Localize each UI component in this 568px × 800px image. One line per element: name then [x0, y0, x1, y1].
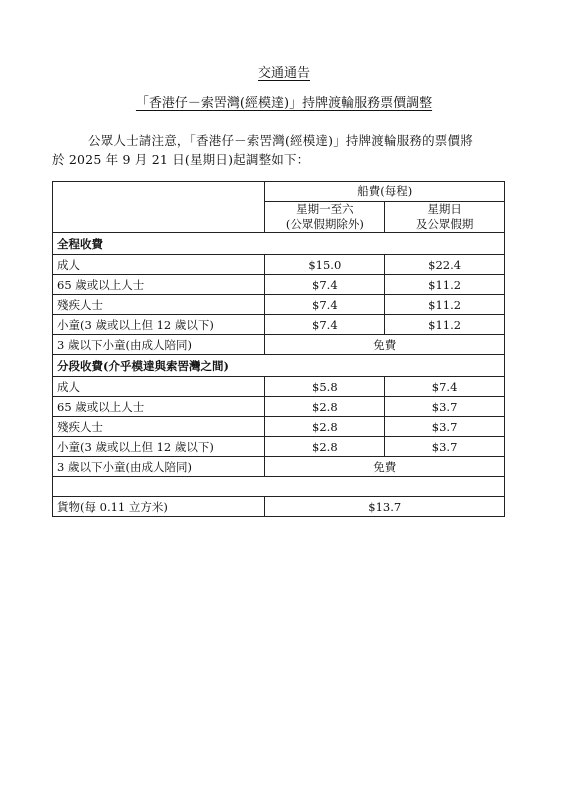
- section-partial-journey: 分段收費(介乎模達與索罟灣之間): [53, 355, 505, 377]
- header-blank-cell: [53, 182, 265, 233]
- row-label: 65 歲或以上人士: [53, 397, 265, 417]
- row-label-cargo: 貨物(每 0.11 立方米): [53, 497, 265, 517]
- table-row: [53, 295, 505, 315]
- row-label: 殘疾人士: [53, 417, 265, 437]
- table-row: [53, 255, 505, 275]
- notice-title: [0, 66, 568, 82]
- row-free-fare: 免費: [265, 335, 505, 355]
- row-weekday-fare: $15.0: [265, 255, 385, 275]
- notice-subtitle-text: 「香港仔－索罟灣(經模達)」持牌渡輪服務票價調整: [135, 96, 433, 111]
- row-holiday-fare: $3.7: [385, 397, 505, 417]
- table-row: [53, 417, 505, 437]
- table-row: [53, 497, 505, 517]
- row-label: 65 歲或以上人士: [53, 275, 265, 295]
- table-row: [53, 437, 505, 457]
- notice-title-text: 交通通告: [257, 66, 310, 81]
- row-label: 3 歲以下小童(由成人陪同): [53, 335, 265, 355]
- row-label: 成人: [53, 377, 265, 397]
- table-row: [53, 397, 505, 417]
- header-fare-per-trip: 船費(每程): [265, 182, 505, 202]
- header-holiday-line-2: 及公眾假期: [415, 217, 474, 231]
- row-cargo-fare: $13.7: [265, 497, 505, 517]
- row-label: 殘疾人士: [53, 295, 265, 315]
- row-weekday-fare: $7.4: [265, 295, 385, 315]
- notice-subtitle: [0, 96, 568, 112]
- row-weekday-fare: $7.4: [265, 315, 385, 335]
- row-weekday-fare: $7.4: [265, 275, 385, 295]
- table-row: [53, 457, 505, 477]
- row-weekday-fare: $5.8: [265, 377, 385, 397]
- table-row: [53, 315, 505, 335]
- table-row: [53, 377, 505, 397]
- table-row: [53, 275, 505, 295]
- row-holiday-fare: $3.7: [385, 437, 505, 457]
- row-label: 3 歲以下小童(由成人陪同): [53, 457, 265, 477]
- header-weekday: [265, 202, 385, 233]
- header-holiday-line-1: 星期日: [427, 202, 462, 216]
- row-label: 小童(3 歲或以上但 12 歲以下): [53, 315, 265, 335]
- header-weekday-line-2: (公眾假期除外): [285, 217, 364, 231]
- row-holiday-fare: $11.2: [385, 315, 505, 335]
- blank-row: [53, 477, 505, 497]
- header-weekday-line-1: 星期一至六: [296, 202, 354, 216]
- row-label: 小童(3 歲或以上但 12 歲以下): [53, 437, 265, 457]
- notice-paragraph-line-1: 公眾人士請注意，「香港仔－索罟灣(經模達)」持牌渡輪服務的票價將: [88, 133, 473, 148]
- fare-table: [52, 181, 505, 517]
- section-row-partial-journey: [53, 355, 505, 377]
- row-weekday-fare: $2.8: [265, 437, 385, 457]
- row-weekday-fare: $2.8: [265, 417, 385, 437]
- row-holiday-fare: $11.2: [385, 295, 505, 315]
- row-label: 成人: [53, 255, 265, 275]
- row-free-fare: 免費: [265, 457, 505, 477]
- row-holiday-fare: $11.2: [385, 275, 505, 295]
- header-holiday: [385, 202, 505, 233]
- table-header-row: [53, 182, 505, 202]
- row-holiday-fare: $7.4: [385, 377, 505, 397]
- table-row: [53, 335, 505, 355]
- row-weekday-fare: $2.8: [265, 397, 385, 417]
- section-full-journey: 全程收費: [53, 233, 505, 255]
- row-holiday-fare: $3.7: [385, 417, 505, 437]
- blank-cell: [53, 477, 505, 497]
- section-row-full-journey: [53, 233, 505, 255]
- row-holiday-fare: $22.4: [385, 255, 505, 275]
- notice-paragraph-line-2: 於 2025 年 9 月 21 日(星期日)起調整如下：: [52, 152, 310, 167]
